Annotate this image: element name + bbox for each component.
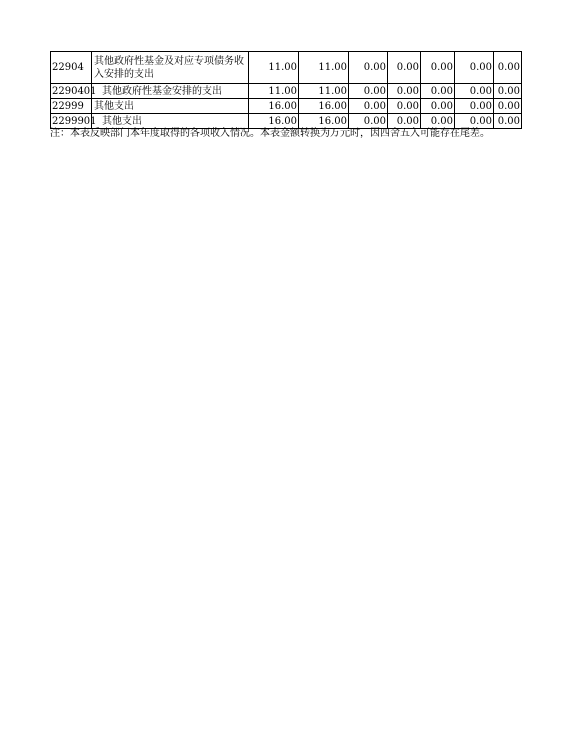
amount-cell: 16.00 — [249, 99, 299, 114]
amount-cell: 0.00 — [494, 84, 522, 99]
budget-table-fragment — [50, 51, 521, 129]
subject-name-cell: 其他政府性基金及对应专项债务收入安排的支出 — [92, 52, 249, 84]
table-row — [51, 52, 522, 84]
amount-cell: 0.00 — [455, 52, 494, 84]
subject-name-cell: 其他支出 — [92, 99, 249, 114]
amount-cell: 16.00 — [299, 114, 349, 129]
amount-cell: 11.00 — [249, 84, 299, 99]
amount-cell: 0.00 — [349, 99, 388, 114]
amount-cell: 0.00 — [494, 114, 522, 129]
amount-cell: 0.00 — [388, 114, 421, 129]
amount-cell: 0.00 — [421, 114, 455, 129]
income-table — [50, 51, 522, 129]
amount-cell: 16.00 — [299, 99, 349, 114]
subject-name-cell: 其他政府性基金安排的支出 — [92, 84, 249, 99]
amount-cell: 16.00 — [249, 114, 299, 129]
amount-cell: 11.00 — [299, 84, 349, 99]
amount-cell: 0.00 — [349, 84, 388, 99]
subject-code-cell: 22999 — [51, 99, 92, 114]
amount-cell: 0.00 — [388, 99, 421, 114]
amount-cell: 0.00 — [388, 84, 421, 99]
amount-cell: 11.00 — [249, 52, 299, 84]
amount-cell: 0.00 — [388, 52, 421, 84]
amount-cell: 0.00 — [455, 99, 494, 114]
amount-cell: 0.00 — [494, 52, 522, 84]
subject-code-cell: 2299901 — [52, 115, 97, 127]
amount-cell: 0.00 — [455, 114, 494, 129]
amount-cell: 0.00 — [421, 99, 455, 114]
amount-cell: 0.00 — [421, 84, 455, 99]
amount-cell: 0.00 — [494, 99, 522, 114]
amount-cell: 0.00 — [455, 84, 494, 99]
subject-name-cell: 其他支出 — [92, 114, 249, 129]
amount-cell: 11.00 — [299, 52, 349, 84]
amount-cell: 0.00 — [349, 52, 388, 84]
amount-cell: 0.00 — [349, 114, 388, 129]
subject-code-cell: 2290401 — [52, 85, 97, 97]
table-row — [51, 84, 522, 99]
subject-code-cell: 22904 — [51, 52, 92, 84]
table-row — [51, 99, 522, 114]
table-footnote: 注：本表反映部门本年度取得的各项收入情况。本表金额转换为万元时，因四舍五入可能存在尾差。 — [50, 128, 490, 139]
amount-cell: 0.00 — [421, 52, 455, 84]
